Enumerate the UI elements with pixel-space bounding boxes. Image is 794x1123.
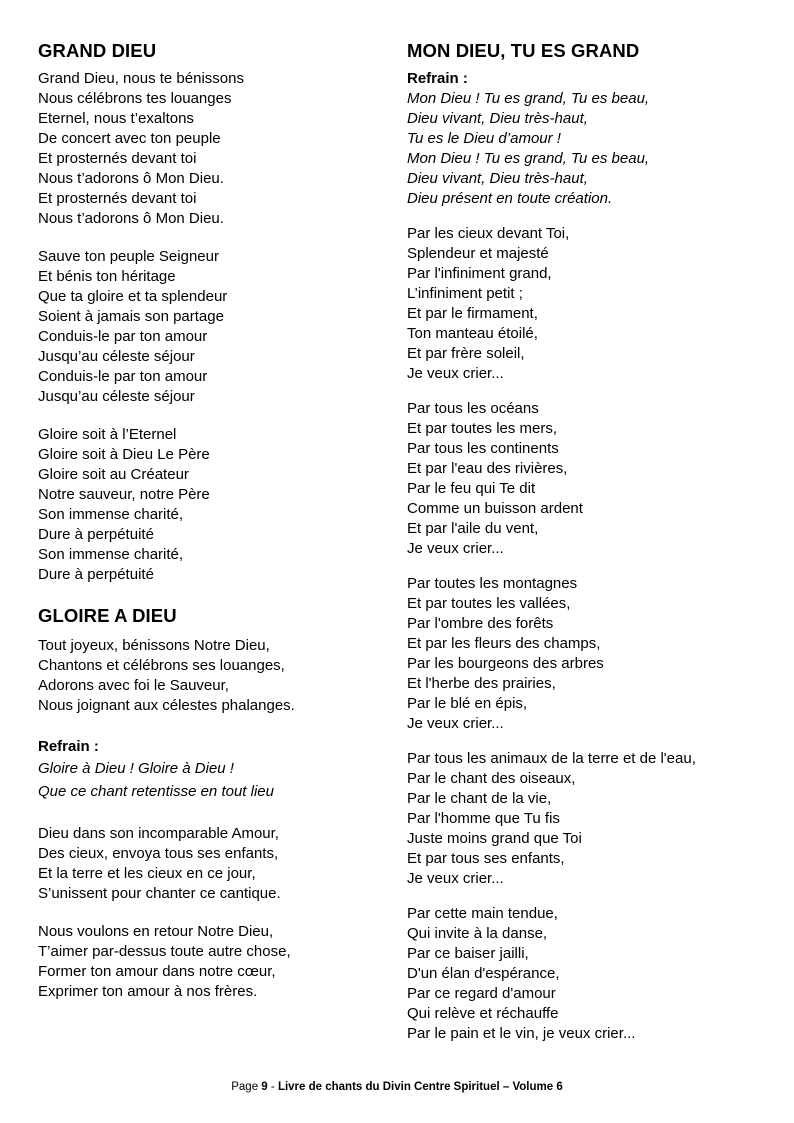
refrain-line: Dieu vivant, Dieu très-haut,: [407, 170, 588, 187]
lyric-line: Dure à perpétuité: [38, 566, 154, 583]
lyric-line: Je veux crier...: [407, 870, 504, 887]
refrain-line: Mon Dieu ! Tu es grand, Tu es beau,: [407, 150, 650, 167]
lyric-line: Jusqu’au céleste séjour: [38, 348, 195, 365]
lyric-line: Dure à perpétuité: [38, 526, 154, 543]
lyric-line: Et par le firmament,: [407, 305, 538, 322]
lyric-line: Par tous les océans: [407, 400, 539, 417]
lyric-line: Par ce baiser jailli,: [407, 945, 529, 962]
lyric-line: Juste moins grand que Toi: [407, 830, 582, 847]
lyric-line: T’aimer par-dessus toute autre chose,: [38, 943, 291, 960]
refrain-line: Que ce chant retentisse en tout lieu: [38, 783, 274, 800]
lyric-line: Nous t’adorons ô Mon Dieu.: [38, 210, 224, 227]
lyric-line: Former ton amour dans notre cœur,: [38, 963, 276, 980]
lyric-line: Nous joignant aux célestes phalanges.: [38, 697, 295, 714]
song-title-grand-dieu: GRAND DIEU: [38, 40, 157, 61]
page-label: Page: [231, 1081, 262, 1093]
lyric-line: Par l'homme que Tu fis: [407, 810, 560, 827]
verse-2: [38, 247, 388, 407]
lyric-line: Exprimer ton amour à nos frères.: [38, 983, 258, 1000]
lyric-line: Je veux crier...: [407, 365, 504, 382]
lyric-line: Et par tous ses enfants,: [407, 850, 565, 867]
lyric-line: Par les bourgeons des arbres: [407, 655, 604, 672]
lyric-line: Soient à jamais son partage: [38, 308, 224, 325]
verse-5: [407, 904, 777, 1044]
lyric-line: Par le feu qui Te dit: [407, 480, 536, 497]
lyric-line: Eternel, nous t’exaltons: [38, 110, 194, 127]
lyric-line: Par tous les continents: [407, 440, 559, 457]
lyric-line: Et prosternés devant toi: [38, 150, 197, 167]
page-number: 9: [261, 1081, 268, 1093]
lyric-line: Gloire soit à Dieu Le Père: [38, 446, 210, 463]
page-footer: [0, 1080, 794, 1094]
lyric-line: Par le chant des oiseaux,: [407, 770, 576, 787]
refrain-line: Tu es le Dieu d’amour !: [407, 130, 561, 147]
refrain-label: Refrain :: [407, 70, 468, 87]
refrain-line: Mon Dieu ! Tu es grand, Tu es beau,: [407, 90, 650, 107]
lyric-line: Dieu dans son incomparable Amour,: [38, 825, 279, 842]
refrain-line: Dieu vivant, Dieu très-haut,: [407, 110, 588, 127]
lyric-line: Par les cieux devant Toi,: [407, 225, 570, 242]
right-column: [407, 40, 777, 1044]
lyric-line: S’unissent pour chanter ce cantique.: [38, 885, 281, 902]
lyric-line: Conduis-le par ton amour: [38, 368, 208, 385]
lyric-line: Par cette main tendue,: [407, 905, 558, 922]
lyric-line: Par ce regard d'amour: [407, 985, 556, 1002]
lyric-line: Et par toutes les mers,: [407, 420, 558, 437]
lyric-line: Jusqu’au céleste séjour: [38, 388, 195, 405]
lyric-line: Par tous les animaux de la terre et de l'eau,: [407, 750, 696, 767]
lyric-line: Nous t’adorons ô Mon Dieu.: [38, 170, 224, 187]
lyric-line: Ton manteau étoilé,: [407, 325, 538, 342]
lyric-line: Par le pain et le vin, je veux crier...: [407, 1025, 636, 1042]
song-title-mon-dieu-tu-es-grand: MON DIEU, TU ES GRAND: [407, 40, 640, 61]
lyric-line: Que ta gloire et ta splendeur: [38, 288, 228, 305]
refrain-line: Gloire à Dieu ! Gloire à Dieu !: [38, 760, 234, 777]
refrain-label: Refrain :: [38, 738, 99, 755]
lyric-line: Son immense charité,: [38, 546, 184, 563]
verse-3: [38, 922, 388, 1002]
refrain: [407, 89, 777, 209]
refrain-line: Dieu présent en toute création.: [407, 190, 613, 207]
lyric-line: Tout joyeux, bénissons Notre Dieu,: [38, 637, 270, 654]
verse-3: [38, 425, 388, 585]
lyric-line: Son immense charité,: [38, 506, 184, 523]
lyric-line: Gloire soit à l’Eternel: [38, 426, 177, 443]
lyric-line: Nous voulons en retour Notre Dieu,: [38, 923, 274, 940]
verse-4: [407, 749, 777, 889]
lyric-line: Notre sauveur, notre Père: [38, 486, 210, 503]
lyric-line: Par le blé en épis,: [407, 695, 528, 712]
lyric-line: D'un élan d'espérance,: [407, 965, 560, 982]
verse-1: [38, 636, 388, 716]
lyric-line: Et par l'eau des rivières,: [407, 460, 568, 477]
lyric-line: Par l'infiniment grand,: [407, 265, 552, 282]
lyric-line: Et par frère soleil,: [407, 345, 525, 362]
left-column: [38, 40, 388, 1002]
lyric-line: Chantons et célébrons ses louanges,: [38, 657, 285, 674]
verse-1: [38, 69, 388, 229]
book-title: Livre de chants du Divin Centre Spirituel – Volume 6: [277, 1081, 563, 1093]
lyric-line: Et l'herbe des prairies,: [407, 675, 556, 692]
lyric-line: Je veux crier...: [407, 715, 504, 732]
refrain: [38, 757, 388, 803]
lyric-line: Je veux crier...: [407, 540, 504, 557]
lyric-line: Et par les fleurs des champs,: [407, 635, 601, 652]
verse-1: [407, 224, 777, 384]
lyric-line: Et prosternés devant toi: [38, 190, 197, 207]
lyric-line: Nous célébrons tes louanges: [38, 90, 232, 107]
footer-separator: -: [267, 1081, 278, 1093]
lyric-line: Qui relève et réchauffe: [407, 1005, 559, 1022]
lyric-line: Des cieux, envoya tous ses enfants,: [38, 845, 279, 862]
lyric-line: Et la terre et les cieux en ce jour,: [38, 865, 256, 882]
verse-2: [38, 824, 388, 904]
lyric-line: Et par l'aile du vent,: [407, 520, 539, 537]
lyric-line: Gloire soit au Créateur: [38, 466, 189, 483]
lyric-line: L’infiniment petit ;: [407, 285, 523, 302]
lyric-line: Par toutes les montagnes: [407, 575, 578, 592]
lyric-line: Adorons avec foi le Sauveur,: [38, 677, 229, 694]
lyric-line: Et par toutes les vallées,: [407, 595, 571, 612]
lyric-line: Sauve ton peuple Seigneur: [38, 248, 219, 265]
lyric-line: Splendeur et majesté: [407, 245, 549, 262]
lyric-line: Conduis-le par ton amour: [38, 328, 208, 345]
lyric-line: De concert avec ton peuple: [38, 130, 221, 147]
verse-2: [407, 399, 777, 559]
lyric-line: Par l'ombre des forêts: [407, 615, 554, 632]
lyric-line: Grand Dieu, nous te bénissons: [38, 70, 244, 87]
lyric-line: Par le chant de la vie,: [407, 790, 552, 807]
lyric-line: Comme un buisson ardent: [407, 500, 583, 517]
lyric-line: Et bénis ton héritage: [38, 268, 176, 285]
lyric-line: Qui invite à la danse,: [407, 925, 548, 942]
song-title-gloire-a-dieu: GLOIRE A DIEU: [38, 605, 177, 626]
verse-3: [407, 574, 777, 734]
